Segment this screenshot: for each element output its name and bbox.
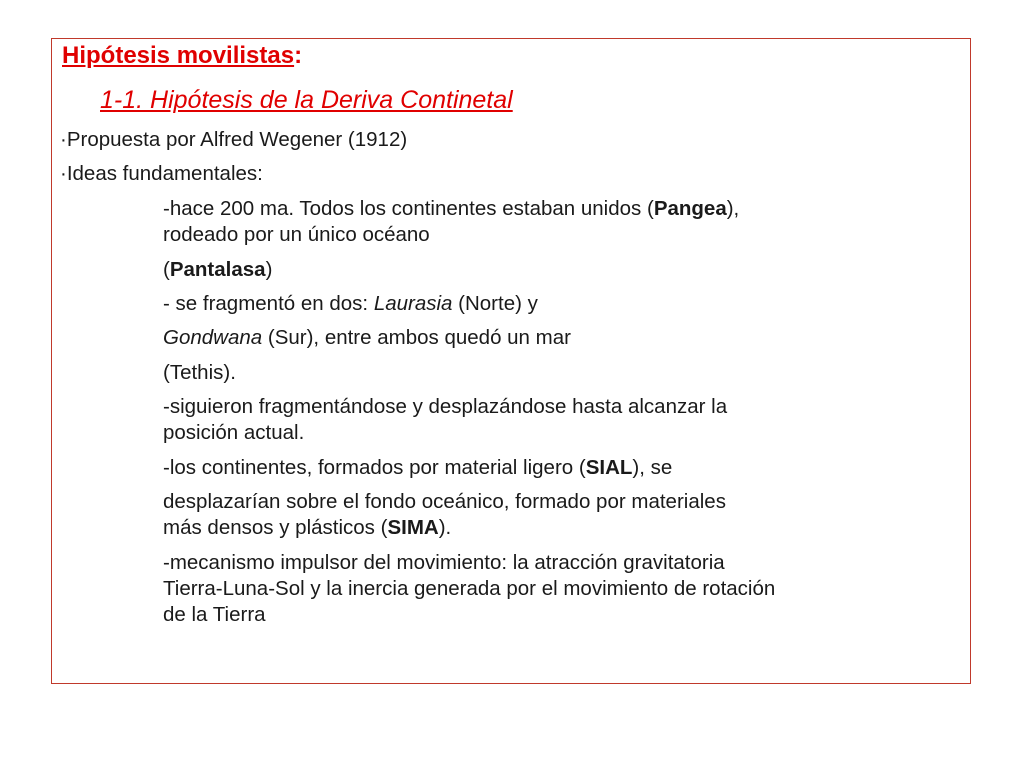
text-run: -los continentes, formados por material ligero ( xyxy=(163,456,586,479)
text-run: (Sur), entre ambos quedó un mar xyxy=(262,326,571,349)
idea-sima-line1: desplazarían sobre el fondo oceánico, formado por materiales xyxy=(163,490,726,513)
text-run: ( xyxy=(163,258,170,281)
text-run: ), se xyxy=(632,456,673,479)
text-run: ), xyxy=(726,197,740,220)
idea-gondwana xyxy=(163,326,571,350)
idea-tethis: (Tethis). xyxy=(163,361,236,384)
idea-mechanism-line3: de la Tierra xyxy=(163,603,266,626)
idea-fragmenting-line2: posición actual. xyxy=(163,421,305,444)
idea-pangea-line2: rodeado por un único océano xyxy=(163,223,430,246)
term-pangea: Pangea xyxy=(653,197,727,220)
text-run: -hace 200 ma. Todos los continentes estaban unidos ( xyxy=(163,197,654,220)
slide-title xyxy=(62,42,302,70)
term-laurasia: Laurasia xyxy=(373,292,453,315)
term-sial: SIAL xyxy=(585,456,633,479)
idea-mechanism-line1: -mecanismo impulsor del movimiento: la atracción gravitatoria xyxy=(163,551,725,574)
text-run: ) xyxy=(265,258,273,281)
idea-fragment xyxy=(163,292,538,316)
idea-sima-line2 xyxy=(163,516,451,540)
text-run: (Norte) y xyxy=(452,292,538,315)
bullet-author: ·Propuesta por Alfred Wegener (1912) xyxy=(60,128,408,151)
idea-pangea-line1 xyxy=(163,197,739,221)
bullet-ideas: ·Ideas fundamentales: xyxy=(60,162,263,185)
idea-sial xyxy=(163,456,672,480)
term-pantalasa: Pantalasa xyxy=(169,258,266,281)
idea-fragmenting-line1: -siguieron fragmentándose y desplazándose hasta alcanzar la xyxy=(163,395,728,418)
slide-subtitle: 1-1. Hipótesis de la Deriva Continetal xyxy=(100,86,513,114)
idea-pantalasa xyxy=(163,258,272,282)
term-gondwana: Gondwana xyxy=(163,326,263,349)
title-text: Hipótesis movilistas xyxy=(62,42,295,69)
text-run: más densos y plásticos ( xyxy=(163,516,388,539)
text-run: ). xyxy=(438,516,452,539)
idea-mechanism-line2: Tierra-Luna-Sol y la inercia generada por el movimiento de rotación xyxy=(163,577,776,600)
term-sima: SIMA xyxy=(387,516,439,539)
text-run: - se fragmentó en dos: xyxy=(163,292,374,315)
title-colon: : xyxy=(294,42,303,69)
